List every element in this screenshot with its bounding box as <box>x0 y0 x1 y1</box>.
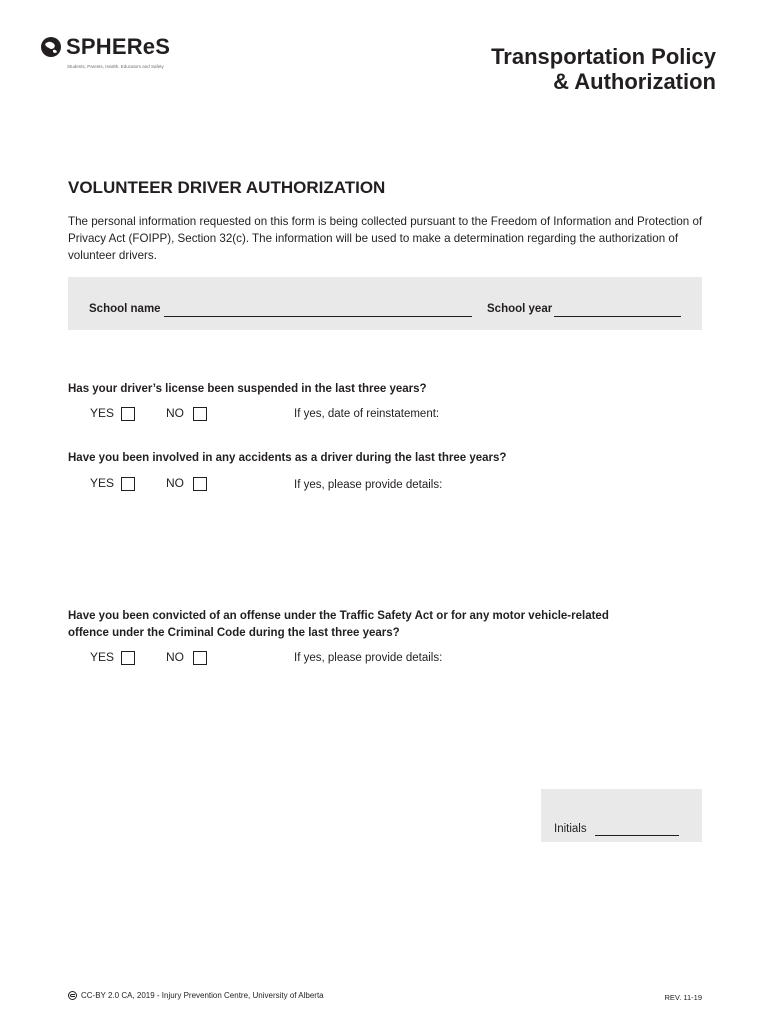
yes-checkbox[interactable] <box>121 477 135 491</box>
initials-box <box>541 789 702 842</box>
conviction-details-label: If yes, please provide details: <box>294 652 443 664</box>
globe-logo-icon <box>40 36 62 58</box>
title-line-1: Transportation Policy <box>491 44 716 69</box>
question-line-1: Have you been convicted of an offense under the Traffic Safety Act or for any motor vehicle-related <box>68 610 609 622</box>
accident-details-label: If yes, please provide details: <box>294 479 443 491</box>
no-label: NO <box>166 406 184 420</box>
title-line-2: & Authorization <box>553 69 716 94</box>
question-convictions <box>68 608 609 642</box>
no-label: NO <box>166 650 184 664</box>
reinstatement-date-label: If yes, date of reinstatement: <box>294 408 440 420</box>
yes-label: YES <box>90 476 115 490</box>
yes-label: YES <box>90 650 115 664</box>
question-line-2: offence under the Criminal Code during the last three years? <box>68 627 400 639</box>
license-text: CC-BY 2.0 CA, 2019 - Injury Prevention Centre, University of Alberta <box>81 991 324 1000</box>
no-label: NO <box>166 476 184 490</box>
logo-tagline: Students, Parents, Health, Educators and Safety <box>67 64 164 69</box>
logo-wordmark: SPHEReS <box>66 34 171 59</box>
spheres-logo <box>40 34 190 74</box>
privacy-notice: The personal information requested on this form is being collected pursuant to the Freedom of Information and Protection of Privacy Act (FOIPP), Section 32(c). The information will be used to make a determination regarding the authorization of volunteer drivers. <box>68 215 703 262</box>
revision-label: REV. 11-19 <box>664 993 702 1002</box>
no-checkbox[interactable] <box>193 651 207 665</box>
school-name-field[interactable] <box>164 316 472 317</box>
school-name-label: School name <box>89 303 161 315</box>
document-title <box>491 44 716 94</box>
no-checkbox[interactable] <box>193 477 207 491</box>
footer-license <box>68 991 324 1000</box>
yes-checkbox[interactable] <box>121 651 135 665</box>
school-year-field[interactable] <box>554 316 681 317</box>
yes-label: YES <box>90 406 115 420</box>
initials-field[interactable] <box>595 835 679 836</box>
question-license-suspended: Has your driver’s license been suspended in the last three years? <box>68 383 427 395</box>
question-accidents: Have you been involved in any accidents as a driver during the last three years? <box>68 452 507 464</box>
initials-label: Initials <box>554 823 587 835</box>
school-info-band <box>68 277 702 330</box>
yes-checkbox[interactable] <box>121 407 135 421</box>
section-heading: VOLUNTEER DRIVER AUTHORIZATION <box>68 178 386 197</box>
school-year-label: School year <box>487 303 553 315</box>
creative-commons-icon <box>68 991 77 1000</box>
no-checkbox[interactable] <box>193 407 207 421</box>
